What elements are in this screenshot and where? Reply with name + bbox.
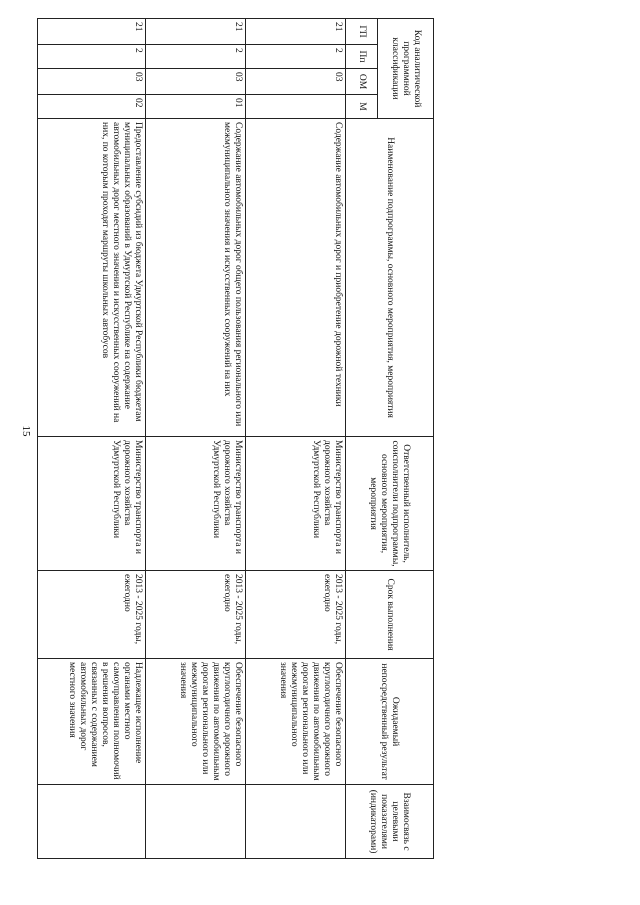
table-row	[38, 19, 146, 859]
cell-executor: Министерство транспорта и дорожного хозяйства Удмуртской Республики	[146, 437, 246, 571]
program-table	[37, 18, 434, 859]
header-om: ОМ	[346, 69, 378, 95]
page-number: 15	[20, 425, 32, 437]
cell-m	[246, 95, 346, 119]
cell-pp: 2	[146, 45, 246, 69]
header-name: Наименование подпрограммы, основного мероприятия, мероприятия	[346, 119, 434, 437]
cell-om: 03	[246, 69, 346, 95]
cell-term: 2013 - 2025 годы, ежегодно	[246, 571, 346, 659]
header-pp: Пп	[346, 45, 378, 69]
cell-link	[246, 785, 346, 859]
header-link: Взаимосвязь с целевыми показателями (индикаторами)	[346, 785, 434, 859]
cell-link	[38, 785, 146, 859]
table-row	[146, 19, 246, 859]
header-term: Срок выполнения	[346, 571, 434, 659]
cell-name: Содержание автомобильных дорог общего пользования регионального или межмуниципального значения и искусственных сооружений на них	[146, 119, 246, 437]
header-code-group: Код аналитической программной классификации	[378, 19, 434, 119]
cell-gp: 21	[146, 19, 246, 45]
cell-result: Обеспечение безопасного круглогодичного дорожного движения по автомобильным дорогам регионального или межмуниципального значения	[146, 659, 246, 785]
header-m: М	[346, 95, 378, 119]
cell-om: 03	[38, 69, 146, 95]
table-row	[246, 19, 346, 859]
cell-m: 01	[146, 95, 246, 119]
header-executor: Ответственный исполнитель, соисполнители подпрограммы, основного мероприятия, мероприятия	[346, 437, 434, 571]
cell-executor: Министерство транспорта и дорожного хозяйства Удмуртской Республики	[246, 437, 346, 571]
header-gp: ГП	[346, 19, 378, 45]
cell-gp: 21	[246, 19, 346, 45]
header-result: Ожидаемый непосредственный результат	[346, 659, 434, 785]
cell-executor: Министерство транспорта и дорожного хозяйства Удмуртской Республики	[38, 437, 146, 571]
cell-term: 2013 - 2025 годы, ежегодно	[146, 571, 246, 659]
cell-om: 03	[146, 69, 246, 95]
cell-gp: 21	[38, 19, 146, 45]
cell-name: Предоставление субсидий из бюджета Удмуртской Республики бюджетам муниципальных образований в Удмуртской Республике на содержание автомобильных дорог местного значения и искусственных сооружений на них, по которым проходят маршруты школьных автобусов	[38, 119, 146, 437]
cell-result: Надлежащее исполнение органами местного самоуправления полномочий в решении вопросов, связанных с содержанием автомобильных дорог местного значения	[38, 659, 146, 785]
cell-result: Обеспечение безопасного круглогодичного дорожного движения по автомобильным дорогам регионального или межмуниципального значения	[246, 659, 346, 785]
cell-pp: 2	[38, 45, 146, 69]
cell-pp: 2	[246, 45, 346, 69]
program-table-container	[38, 18, 434, 858]
cell-term: 2013 - 2025 годы, ежегодно	[38, 571, 146, 659]
cell-link	[146, 785, 246, 859]
cell-name: Содержание автомобильных дорог и приобретение дорожной техники	[246, 119, 346, 437]
cell-m: 02	[38, 95, 146, 119]
